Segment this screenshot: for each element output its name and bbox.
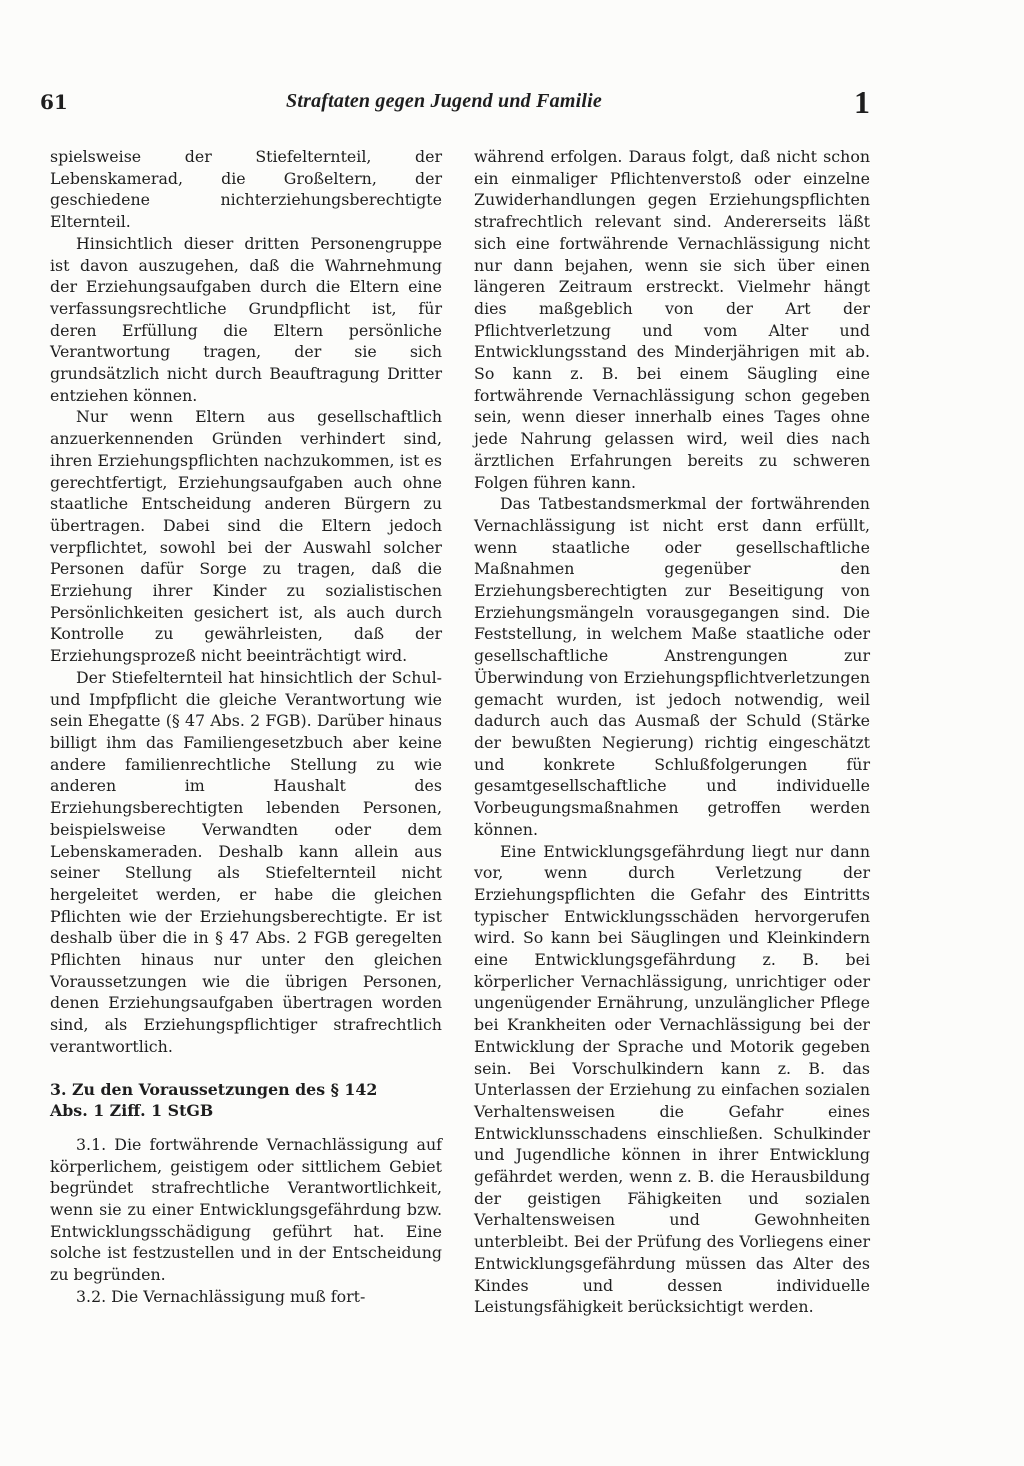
section-heading-line: Abs. 1 Ziff. 1 StGB (50, 1101, 214, 1121)
paragraph: spielsweise der Stiefelternteil, der Lebenskamerad, die Großeltern, der geschiedene nichterziehungsberechtigte Elternteil. (50, 147, 442, 232)
paragraph: Nur wenn Eltern aus gesellschaftlich anzuerkennenden Gründen verhindert sind, ihren Erziehungspflichten nachzukommen, ist es gerechtfertigt, Erziehungsaufgaben auch ohne staatliche Entscheidung anderen Bürgern zu übertragen. Dabei sind die Eltern jedoch verpflichtet, sowohl bei der Auswahl solcher Personen dafür Sorge zu tragen, daß die Erziehung ihrer Kinder zu sozialistischen Persönlichkeiten gesichert ist, als auch durch Kontrolle zu gewährleisten, daß der Erziehungsprozeß nicht beeinträchtigt wird. (50, 407, 442, 666)
section-heading-line: 3. Zu den Voraussetzungen des § 142 (50, 1079, 378, 1099)
paragraph: Eine Entwicklungsgefährdung liegt nur dann vor, wenn durch Verletzung der Erziehungspflichten die Gefahr des Eintritts typischer Entwicklungsschäden hervorgerufen wird. So kann bei Säuglingen und Kleinkindern eine Entwicklungsgefährdung z. B. bei körperlicher Vernachlässigung, unrichtiger oder ungenügender Ernährung, unzulänglicher Pflege bei Krankheiten oder Vernachlässigung bei der Entwicklung der Sprache und Motorik gegeben sein. Bei Vorschulkindern kann z. B. das Unterlassen der Erziehung zu einfachen sozialen Verhaltensweisen die Gefahr eines Entwicklunsschadens einschließen. Schulkinder und Jugendliche können in ihrer Entwicklung gefährdet werden, wenn z. B. die Herausbildung der geistigen Fähigkeiten und sozialen Verhaltensweisen und Gewohnheiten unterbleibt. Bei der Prüfung des Vorliegens einer Entwicklungsgefährdung müssen das Alter des Kindes und dessen individuelle Leistungsfähigkeit berücksichtigt werden. (474, 841, 870, 1317)
paragraph: Das Tatbestandsmerkmal der fortwährenden Vernachlässigung ist nicht erst dann erfüllt, wenn staatliche oder gesellschaftliche Maßnahmen gegenüber den Erziehungsberechtigten zur Beseitigung von Erziehungsmängeln vorausgegangen sind. Die Feststellung, in welchem Maße staatliche oder gesellschaftliche Anstrengungen zur Überwindung von Erziehungspflichtverletzungen gemacht wurden, ist jedoch notwendig, weil dadurch auch das Ausmaß der Schuld (Stärke der bewußten Negierung) richtig eingeschätzt und konkrete Schlußfolgerungen für gesamtgesellschaftliche und individuelle Vorbeugungsmaßnahmen getroffen werden können. (474, 494, 870, 839)
left-column (50, 146, 442, 1308)
paragraph: Der Stiefelternteil hat hinsichtlich der Schul- und Impfpflicht die gleiche Verantwortung wie sein Ehegatte (§ 47 Abs. 2 FGB). Darüber hinaus billigt ihm das Familiengesetzbuch aber keine andere familienrechtliche Stellung zu wie anderen im Haushalt des Erziehungsberechtigten lebenden Personen, beispielsweise Verwandten oder dem Lebenskameraden. Deshalb kann allein aus seiner Stellung als Stiefelternteil nicht hergeleitet werden, er habe die gleichen Pflichten wie der Erziehungsberechtigte. Er ist deshalb über die in § 47 Abs. 2 FGB geregelten Pflichten hinaus nur unter den gleichen Voraussetzungen wie die übrigen Personen, denen Erziehungsaufgaben übertragen worden sind, als Erziehungspflichtiger strafrechtlich verantwortlich. (50, 667, 442, 1056)
paragraph: Hinsichtlich dieser dritten Personengruppe ist davon auszugehen, daß die Wahrnehmung der Erziehungsaufgaben durch die Eltern eine verfassungsrechtliche Grundpflicht ist, für deren Erfüllung die Eltern persönliche Verantwortung tragen, der sie sich grundsätzlich nicht durch Beauftragung Dritter entziehen können. (50, 233, 442, 405)
section-heading (50, 1079, 442, 1122)
section-number: 1 (854, 84, 870, 120)
paragraph: 3.2. Die Vernachlässigung muß fort- (76, 1286, 366, 1306)
page-number: 61 (40, 90, 68, 114)
paragraph: 3.1. Die fortwährende Vernachlässigung auf körperlichem, geistigem oder sittlichem Gebiet begründet strafrechtliche Verantwortlichkeit, wenn sie zu einer Entwicklungsgefährdung bzw. Entwicklungsschädigung geführt hat. Eine solche ist festzustellen und in der Entscheidung zu begründen. (50, 1134, 442, 1285)
right-column (474, 146, 870, 1318)
page-header (40, 84, 870, 122)
running-title: Straftaten gegen Jugend und Familie (286, 90, 602, 112)
paragraph: während erfolgen. Daraus folgt, daß nicht schon ein einmaliger Pflichtenverstoß oder einzelne Zuwiderhandlungen gegen Erziehungspflichten strafrechtlich relevant sind. Andererseits läßt sich eine fortwährende Vernachlässigung nicht nur dann bejahen, wenn sie sich über einen längeren Zeitraum erstreckt. Vielmehr hängt dies maßgeblich von der Art der Pflichtverletzung und vom Alter und Entwicklungsstand des Minderjährigen mit ab. So kann z. B. bei einem Säugling eine fortwährende Vernachlässigung schon gegeben sein, wenn dieser innerhalb eines Tages ohne jede Nahrung gelassen wird, weil dies nach ärztlichen Erfahrungen bereits zu schweren Folgen führen kann. (474, 147, 870, 492)
